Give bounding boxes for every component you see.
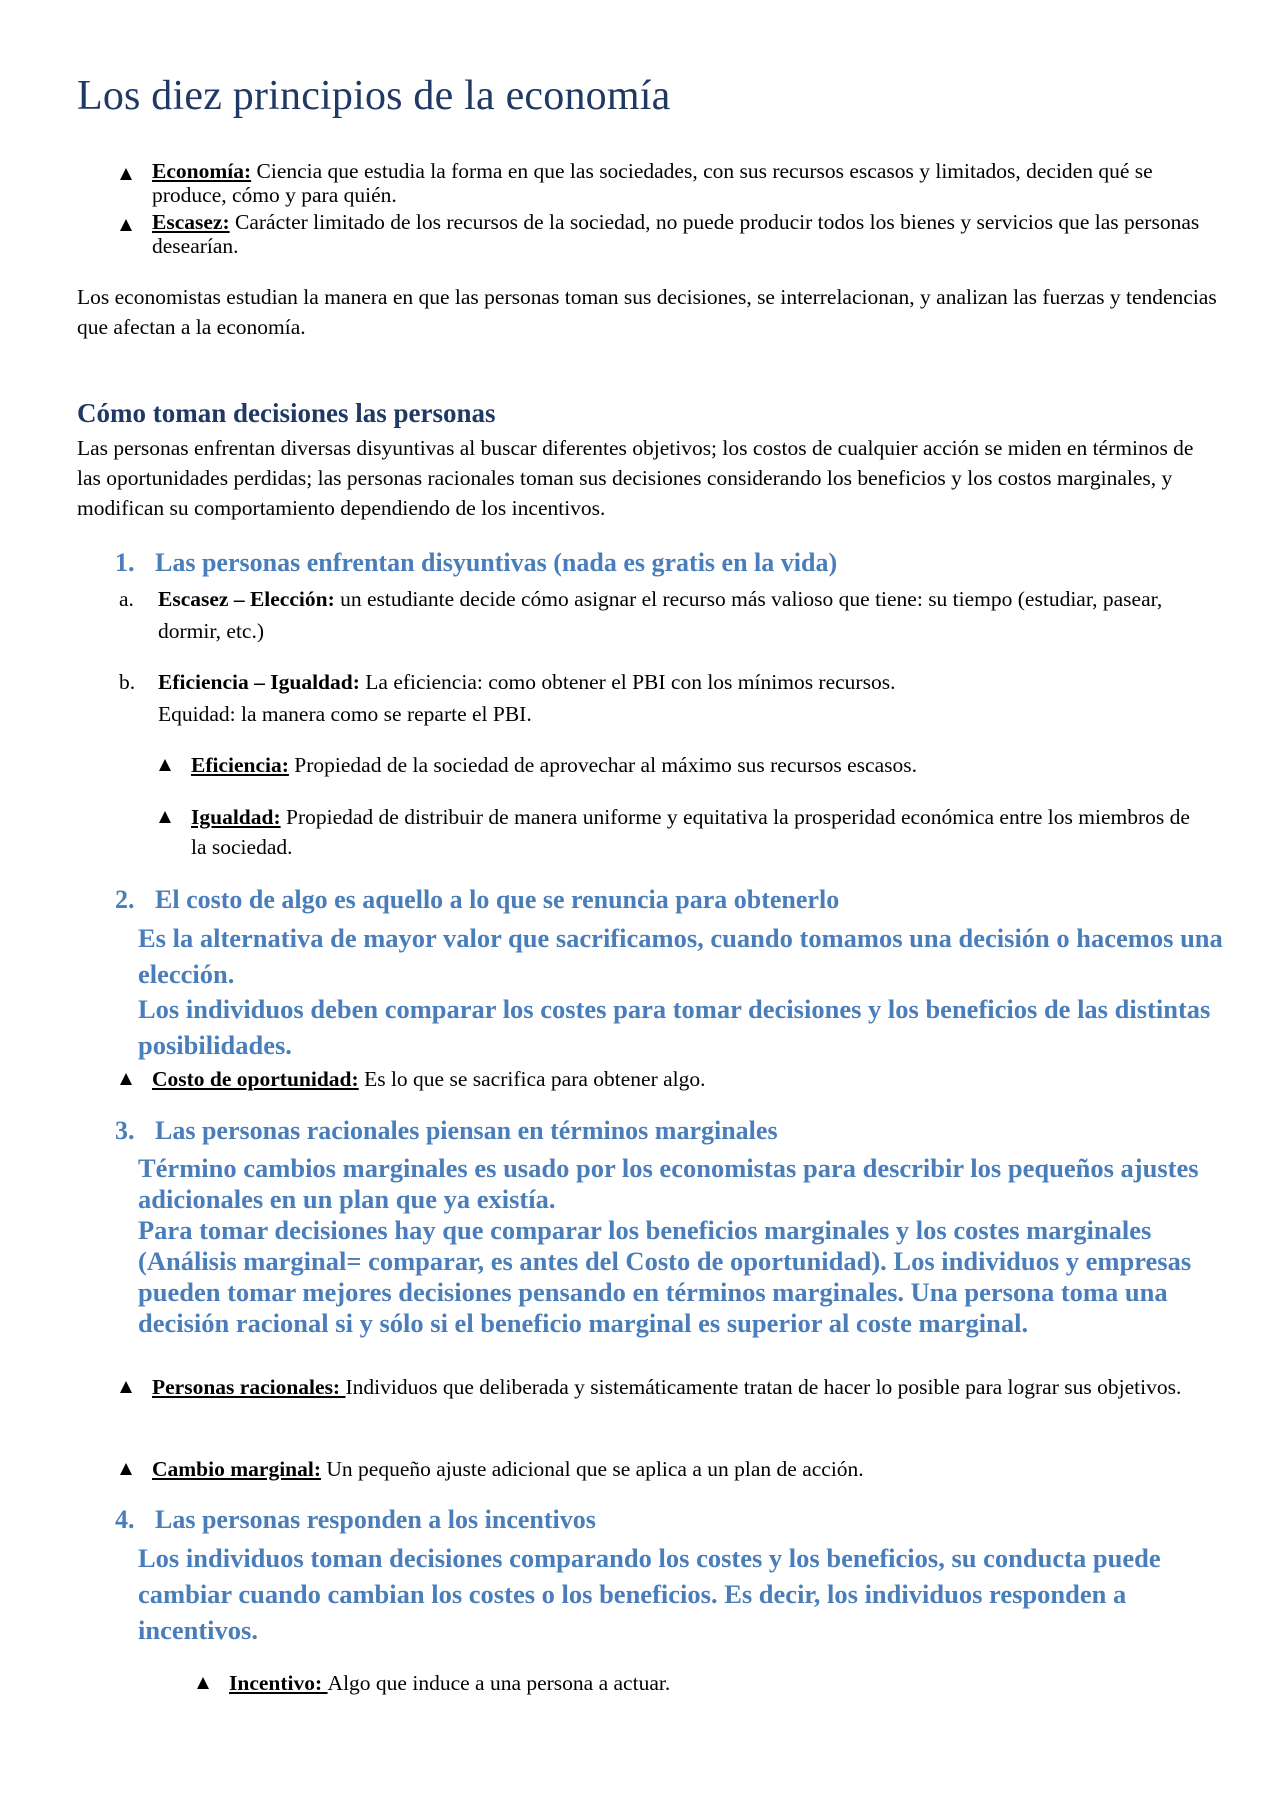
triangle-bullet-icon — [159, 759, 171, 771]
bullet-escasez — [120, 210, 1210, 258]
bullet-costo-oportunidad — [120, 1064, 1210, 1094]
principle-number: 1. — [115, 548, 135, 577]
list-letter: b. — [119, 670, 136, 694]
bullet-text: Individuos que deliberada y sistemáticamente tratan de hacer lo posible para lograr sus objetivos. — [345, 1375, 1182, 1399]
bullet-term: Incentivo: — [229, 1671, 328, 1695]
item-text-line2: Equidad: la manera como se reparte el PBI. — [158, 702, 532, 726]
principle-2-heading — [115, 885, 839, 915]
principle-number: 3. — [115, 1116, 135, 1145]
section-paragraph: Las personas enfrentan diversas disyuntivas al buscar diferentes objetivos; los costos de cualquier acción se miden en términos de las oportunidades perdidas; las personas racionales toman sus decisiones considerando los beneficios y los costos marginales, y modifican su comportamiento dependiendo de los incentivos. — [77, 436, 1194, 520]
bullet-text: Propiedad de distribuir de manera uniforme y equitativa la prosperidad económica entre los miembros de la sociedad. — [191, 805, 1190, 859]
triangle-bullet-icon — [120, 1073, 132, 1085]
principle-3-heading — [115, 1116, 778, 1146]
bullet-text: Carácter limitado de los recursos de la sociedad, no puede producir todos los bienes y servicios que las personas desearían. — [152, 210, 1200, 258]
bullet-eficiencia — [159, 750, 1209, 780]
principle-4-heading — [115, 1505, 596, 1535]
bullet-text: Propiedad de la sociedad de aprovechar al máximo sus recursos escasos. — [288, 753, 917, 777]
principle-2-explanation-2: Los individuos deben comparar los costes para tomar decisiones y los beneficios de las distintas posibilidades. — [138, 994, 1211, 1060]
page-title: Los diez principios de la economía — [77, 73, 671, 119]
bullet-term: Personas racionales: — [152, 1375, 346, 1399]
item-term: Escasez – Elección: — [158, 587, 335, 611]
list-item-a — [119, 583, 1199, 647]
triangle-bullet-icon — [197, 1677, 209, 1689]
bullet-text: Es lo que se sacrifica para obtener algo. — [358, 1067, 706, 1091]
bullet-term: Eficiencia: — [191, 753, 289, 777]
principle-1-heading — [115, 548, 837, 578]
bullet-incentivo — [197, 1668, 1207, 1698]
triangle-bullet-icon — [120, 219, 132, 231]
principle-4-explanation: Los individuos toman decisiones comparando los costes y los beneficios, su conducta puede cambiar cuando cambian los costes o los beneficios. Es decir, los individuos responden a incentivos. — [138, 1543, 1161, 1645]
bullet-term: Escasez: — [152, 210, 230, 234]
principle-title: El costo de algo es aquello a lo que se renuncia para obtenerlo — [155, 885, 840, 914]
bullet-text: Un pequeño ajuste adicional que se aplica a un plan de acción. — [321, 1457, 864, 1481]
section-heading: Cómo toman decisiones las personas — [77, 398, 496, 428]
bullet-text: Ciencia que estudia la forma en que las sociedades, con sus recursos escasos y limitados, deciden qué se produce, cómo y para quién. — [152, 159, 1153, 207]
bullet-economia — [120, 159, 1210, 207]
bullet-igualdad — [159, 802, 1209, 862]
bullet-term: Cambio marginal: — [152, 1457, 322, 1481]
triangle-bullet-icon — [120, 168, 132, 180]
intro-paragraph: Los economistas estudian la manera en que las personas toman sus decisiones, se interrelacionan, y analizan las fuerzas y tendencias que afectan a la economía. — [77, 285, 1217, 339]
list-item-b — [119, 666, 1199, 730]
bullet-personas-racionales — [120, 1372, 1210, 1402]
principle-3-explanation-2: Para tomar decisiones hay que comparar los beneficios marginales y los costes marginales (Análisis marginal= comparar, es antes del Costo de oportunidad). Los individuos y empresas pueden tomar mejores decisiones pensando en términos marginales. Una persona toma una decisión racional si y sólo si el beneficio marginal es superior al coste marginal. — [138, 1215, 1192, 1338]
triangle-bullet-icon — [159, 811, 171, 823]
bullet-text: Algo que induce a una persona a actuar. — [327, 1671, 671, 1695]
principle-number: 2. — [115, 885, 135, 914]
item-term: Eficiencia – Igualdad: — [158, 670, 360, 694]
principle-title: Las personas racionales piensan en términos marginales — [155, 1116, 778, 1145]
principle-title: Las personas enfrentan disyuntivas (nada es gratis en la vida) — [155, 548, 838, 577]
principle-2-explanation-1: Es la alternativa de mayor valor que sacrificamos, cuando tomamos una decisión o hacemos una elección. — [138, 923, 1223, 989]
triangle-bullet-icon — [120, 1463, 132, 1475]
principle-3-explanation-1: Término cambios marginales es usado por los economistas para describir los pequeños ajustes adicionales en un plan que ya existía. — [138, 1153, 1199, 1214]
list-letter: a. — [119, 587, 134, 611]
bullet-term: Economía: — [152, 159, 252, 183]
bullet-term: Costo de oportunidad: — [152, 1067, 359, 1091]
principle-number: 4. — [115, 1505, 135, 1534]
item-text: La eficiencia: como obtener el PBI con los mínimos recursos. — [359, 670, 896, 694]
triangle-bullet-icon — [120, 1381, 132, 1393]
item-text: un estudiante decide cómo asignar el recurso más valioso que tiene: su tiempo (estudiar, pasear, dormir, etc.) — [158, 587, 1163, 643]
principle-title: Las personas responden a los incentivos — [155, 1505, 596, 1534]
bullet-cambio-marginal — [120, 1454, 1210, 1484]
bullet-term: Igualdad: — [191, 805, 281, 829]
